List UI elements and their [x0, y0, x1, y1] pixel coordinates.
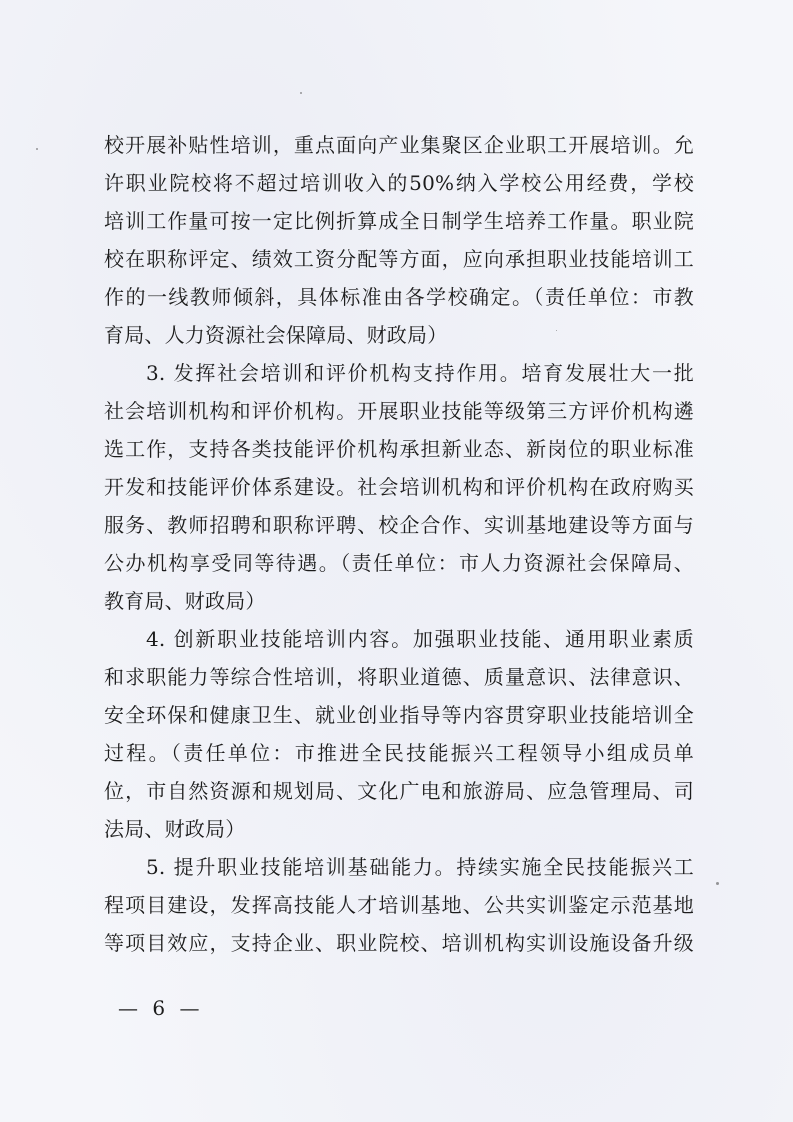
text-line: 3. 发挥社会培训和评价机构支持作用。培育发展壮大一批	[146, 361, 694, 385]
text-line: 法局、财政局）	[104, 817, 246, 841]
text-line: 教育局、财政局）	[104, 589, 266, 613]
text-line: 开发和技能评价体系建设。社会培训机构和评价机构在政府购买	[104, 475, 694, 499]
text-line: 4. 创新职业技能培训内容。加强职业技能、通用职业素质	[146, 627, 694, 651]
text-line: 育局、人力资源社会保障局、财政局）	[104, 323, 448, 347]
text-line: 等项目效应，支持企业、职业院校、培训机构实训设施设备升级	[104, 931, 694, 955]
text-line: 许职业院校将不超过培训收入的50%纳入学校公用经费，学校	[104, 171, 694, 195]
page-number: — 6 —	[118, 996, 204, 1020]
text-line: 服务、教师招聘和职称评聘、校企合作、实训基地建设等方面与	[104, 513, 694, 537]
text-line: 过程。（责任单位：市推进全民技能振兴工程领导小组成员单	[104, 741, 694, 765]
text-line: 校在职称评定、绩效工资分配等方面，应向承担职业技能培训工	[104, 247, 694, 271]
scan-speck	[716, 882, 719, 885]
scan-speck	[300, 92, 302, 94]
text-line: 安全环保和健康卫生、就业创业指导等内容贯穿职业技能培训全	[104, 703, 694, 727]
text-line: 校开展补贴性培训，重点面向产业集聚区企业职工开展培训。允	[104, 133, 694, 157]
text-line: 和求职能力等综合性培训，将职业道德、质量意识、法律意识、	[104, 665, 694, 689]
body-text	[104, 126, 694, 962]
text-line: 社会培训机构和评价机构。开展职业技能等级第三方评价机构遴	[104, 399, 694, 423]
text-line: 培训工作量可按一定比例折算成全日制学生培养工作量。职业院	[104, 209, 694, 233]
text-line: 5. 提升职业技能培训基础能力。持续实施全民技能振兴工	[146, 855, 694, 879]
text-line: 程项目建设，发挥高技能人才培训基地、公共实训鉴定示范基地	[104, 893, 694, 917]
text-line: 位，市自然资源和规划局、文化广电和旅游局、应急管理局、司	[104, 779, 694, 803]
text-line: 公办机构享受同等待遇。（责任单位：市人力资源社会保障局、	[104, 551, 694, 575]
text-line: 选工作，支持各类技能评价机构承担新业态、新岗位的职业标准	[104, 437, 694, 461]
text-line: 作的一线教师倾斜，具体标准由各学校确定。（责任单位：市教	[104, 285, 694, 309]
scan-speck	[36, 148, 38, 150]
scan-speck	[556, 330, 557, 331]
